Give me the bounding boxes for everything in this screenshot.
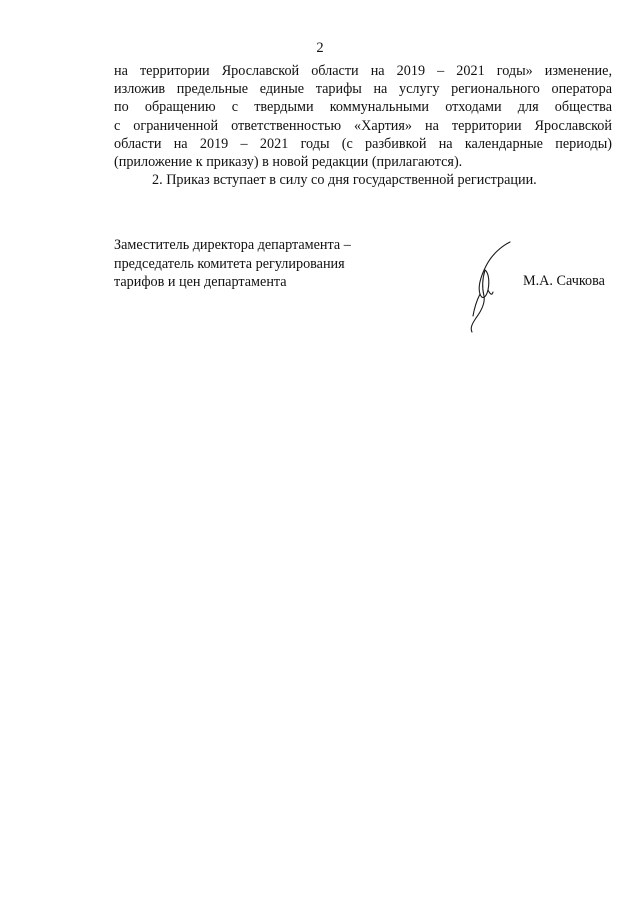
paragraph-1-line: (приложение к приказу) в новой редакции (прилагаются). — [114, 154, 463, 171]
page-number: 2 — [316, 40, 324, 56]
order-text — [114, 62, 612, 189]
paragraph-1-line: на территории Ярославской области на 2019 – 2021 годы» изменение, — [114, 63, 612, 79]
signatory-title-line: тарифов и цен департамента — [114, 274, 287, 290]
paragraph-1-line: по обращению с твердыми коммунальными отходами для общества — [114, 99, 612, 116]
signer-name: М.А. Сачкова — [523, 273, 605, 289]
handwritten-signature-icon — [458, 236, 528, 336]
paragraph-1-line: изложив предельные единые тарифы на услугу регионального оператора — [114, 81, 612, 98]
paragraph-2: 2. Приказ вступает в силу со дня государственной регистрации. — [152, 172, 537, 189]
paragraph-1-line: области на 2019 – 2021 годы (с разбивкой на календарные периоды) — [114, 135, 612, 152]
signatory-title — [114, 236, 351, 292]
signatory-title-line: Заместитель директора департамента – — [114, 237, 351, 253]
paragraph-1-line: с ограниченной ответственностью «Хартия» на территории Ярославской — [114, 117, 612, 134]
signatory-title-line: председатель комитета регулирования — [114, 255, 345, 272]
